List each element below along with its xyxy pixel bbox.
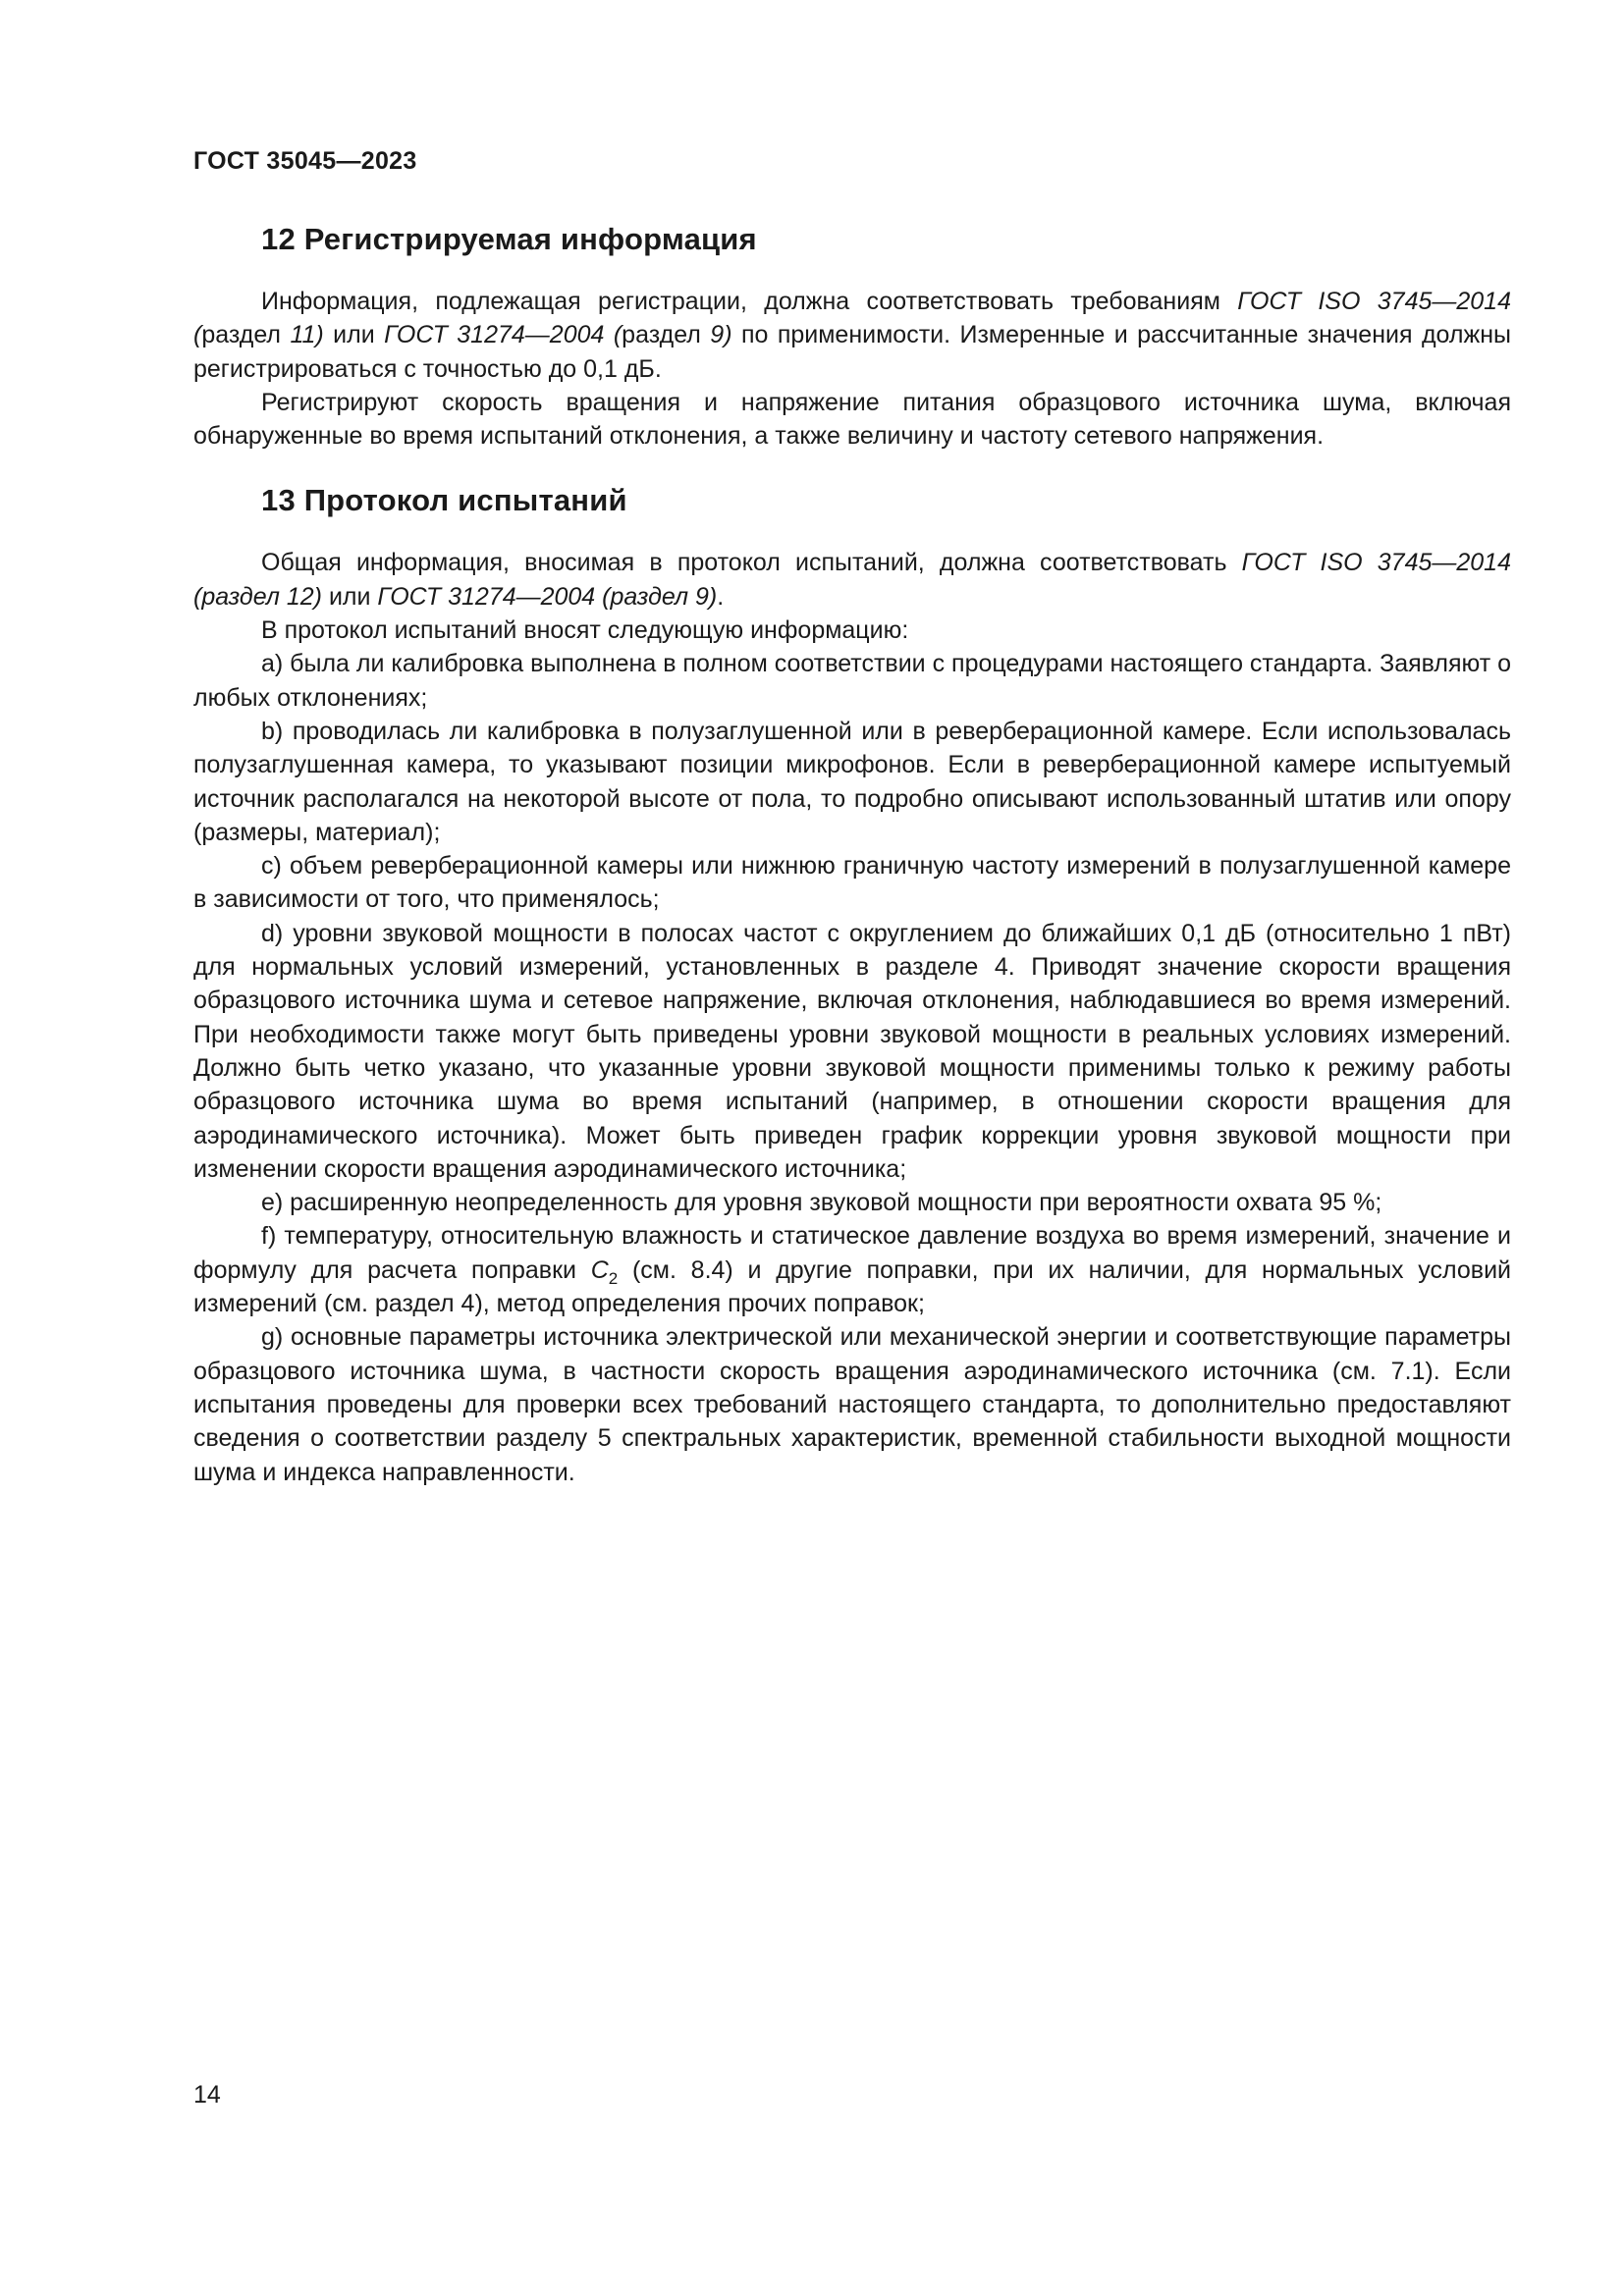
list-item-b: b) проводилась ли калибровка в полузаглушенной или в реверберационной камере. Если использовалась полузаглушенная камера, то указывают позиции микрофонов. Если в реверберационной камере испытуемый источник располагался на некоторой высоте от пола, то подробно описывают использованный штатив или опору (размеры, материал); — [193, 717, 1511, 846]
document-code-header: ГОСТ 35045—2023 — [193, 147, 417, 175]
section-12-heading: 12 Регистрируемая информация — [261, 222, 757, 256]
list-item-c: c) объем реверберационной камеры или нижнюю граничную частоту измерений в полузаглушенной камере в зависимости от того, что применялось; — [193, 852, 1511, 914]
page-number: 14 — [193, 2081, 221, 2109]
section-12-paragraph-1: Информация, подлежащая регистрации, должна соответствовать требованиям ГОСТ ISO 3745—2014 (раздел 11) или ГОСТ 31274—2004 (раздел 9) по применимости. Измеренные и рассчитанные значения должны регистрироваться с точностью до 0,1 дБ. — [193, 288, 1511, 383]
list-item-d: d) уровни звуковой мощности в полосах частот с округлением до ближайших 0,1 дБ (относительно 1 пВт) для нормальных условий измерений, установленных в разделе 4. Приводят значение скорости вращения образцового источника шума и сетевое напряжение, включая отклонения, наблюдавшиеся во время измерений. При необходимости также могут быть приведены уровни звуковой мощности в реальных условиях измерений. Должно быть четко указано, что указанные уровни звуковой мощности применимы только к режиму работы образцового источника шума во время испытаний (например, в отношении скорости вращения для аэродинамического источника). Может быть приведен график коррекции уровня звуковой мощности при изменении скорости вращения аэродинамического источника; — [193, 919, 1511, 1183]
section-12-paragraph-2: Регистрируют скорость вращения и напряжение питания образцового источника шума, включая обнаруженные во время испытаний отклонения, а также величину и частоту сетевого напряжения. — [193, 388, 1511, 451]
list-item-g: g) основные параметры источника электрической или механической энергии и соответствующие параметры образцового источника шума, в частности скорость вращения аэродинамического источника (см. 7.1). Если испытания проведены для проверки всех требований настоящего стандарта, то дополнительно предоставляют сведения о соответствии разделу 5 спектральных характеристик, временной стабильности выходной мощности шума и индекса направленности. — [193, 1323, 1511, 1486]
section-13-paragraph-2: В протокол испытаний вносят следующую информацию: — [261, 616, 909, 645]
list-item-e: e) расширенную неопределенность для уровня звуковой мощности при вероятности охвата 95 %; — [261, 1189, 1382, 1217]
list-item-a: a) была ли калибровка выполнена в полном соответствии с процедурами настоящего стандарта. Заявляют о любых отклонениях; — [193, 650, 1511, 712]
page-content — [193, 222, 1511, 1489]
section-13-paragraph-1: Общая информация, вносимая в протокол испытаний, должна соответствовать ГОСТ ISO 3745—2014 (раздел 12) или ГОСТ 31274—2004 (раздел 9). — [193, 549, 1511, 611]
section-13-heading: 13 Протокол испытаний — [261, 483, 627, 518]
list-item-f: f) температуру, относительную влажность и статическое давление воздуха во время измерений, значение и формулу для расчета поправки $C_2$ (см. 8.4) и другие поправки, при их наличии, для нормальных условий измерений (см. раздел 4), метод определения прочих поправок; — [193, 1222, 1511, 1318]
